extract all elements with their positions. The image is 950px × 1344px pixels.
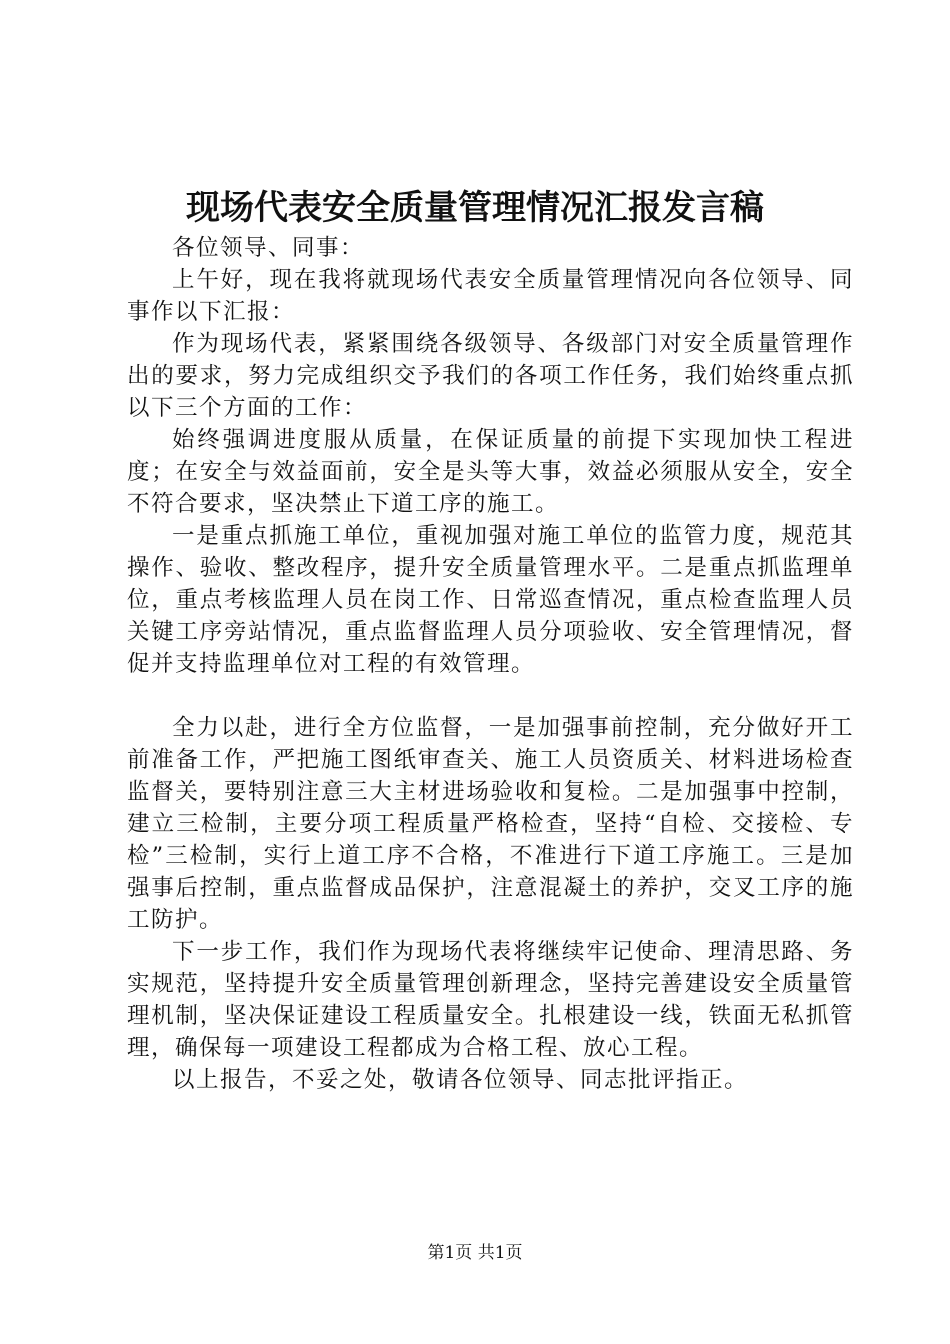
paragraph-principle: 始终强调进度服从质量，在保证质量的前提下实现加快工程进度；在安全与效益面前，安全是头等大事，效益必须服从安全，安全不符合要求，坚决禁止下道工序的施工。 [127, 427, 854, 517]
document-title: 现场代表安全质量管理情况汇报发言稿 [186, 188, 764, 228]
page-number-footer: 第1页 共1页 [427, 1243, 523, 1263]
paragraph-next-steps: 下一步工作，我们作为现场代表将继续牢记使命、理清思路、务实规范，坚持提升安全质量管理创新理念，坚持完善建设安全质量管理机制，坚决保证建设工程质量安全。扎根建设一线，铁面无私抓管理，确保每一项建设工程都成为合格工程、放心工程。 [127, 939, 854, 1061]
paragraph-greeting: 上午好，现在我将就现场代表安全质量管理情况向各位领导、同事作以下汇报： [127, 267, 854, 325]
salutation: 各位领导、同事： [172, 235, 365, 261]
paragraph-intro: 作为现场代表，紧紧围绕各级领导、各级部门对安全质量管理作出的要求，努力完成组织交予我们的各项工作任务，我们始终重点抓以下三个方面的工作： [127, 331, 854, 421]
paragraph-focus-units: 一是重点抓施工单位，重视加强对施工单位的监管力度，规范其操作、验收、整改程序，提升安全质量管理水平。二是重点抓监理单位，重点考核监理人员在岗工作、日常巡查情况，重点检查监理人员关键工序旁站情况，重点监督监理人员分项验收、安全管理情况，督促并支持监理单位对工程的有效管理。 [127, 523, 854, 677]
document-body [127, 232, 854, 1096]
paragraph-supervision: 全力以赴，进行全方位监督，一是加强事前控制，充分做好开工前准备工作，严把施工图纸审查关、施工人员资质关、材料进场检查监督关，要特别注意三大主材进场验收和复检。二是加强事中控制，建立三检制，主要分项工程质量严格检查，坚持“自检、交接检、专检”三检制，实行上道工序不合格，不准进行下道工序施工。三是加强事后控制，重点监督成品保护，注意混凝土的养护，交叉工序的施工防护。 [127, 715, 854, 933]
paragraph-closing: 以上报告，不妥之处，敬请各位领导、同志批评指正。 [172, 1067, 749, 1093]
